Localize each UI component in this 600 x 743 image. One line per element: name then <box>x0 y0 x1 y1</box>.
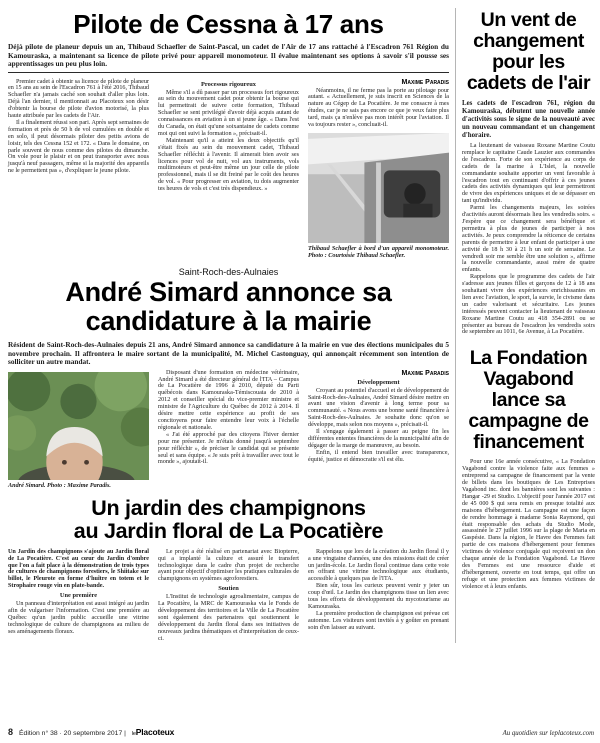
right-rail <box>455 8 595 643</box>
simard-byline: Maxime Paradis <box>401 369 449 377</box>
simard-headline: André Simard annonce sa candidature à la mairie <box>65 277 392 337</box>
simard-col-3 <box>308 370 449 489</box>
footer-left <box>8 727 174 737</box>
cessna-headline: Pilote de Cessna à 17 ans <box>73 9 384 39</box>
vagabond-paragraph: Pour une 16e année consécutive, « La Fondation Vagabond contre la violence faite aux femmes » entreprend sa campagne de financement par la vente de billets dans les boutiques de Les Entreprises Vagabond inc. dont les bannières sont les suivantes : Hangar -29 et Studio. L'objectif pour l'année 2017 est de 45 000 $ qui sera remis en presque totalité aux maisons d'hébergement. La campagne est une façon de rendre hommage à madame Sonia Raymond, qui était responsable des achats du Studio Mode, assassinée le 27 juillet 1996 sur la plage de Maria en Gaspésie. Dans la région, le Havre des Femmes fait partie de ces maisons d'hébergement pour femmes victimes de violence conjugale qui reçoivent un don chaque année de la Fondation Vagabond. Le Havre des Femmes est une ressource d'aide et d'hébergement, ouverte en tout temps, qui offre un refuge et une protection aux femmes victimes de violence et à leurs enfants. <box>462 459 595 590</box>
publication-logo-name: Placoteux <box>135 727 175 737</box>
cessna-paragraph: Même s'il a dû passer par un processus fort rigoureux au sein du mouvement cadet pour obtenir la bourse qui lui permettrait de suivre cette formation, Thibaud Schaefler se sent privilégié d'avoir déjà acquis autant de connaissances en aviation à un si jeune âge. « Dans l'est du Canada, on était qu'une soixantaine de cadets comme moi qui ont suivi la formation », précisait-il. <box>158 89 299 137</box>
jardin-subhead-1: Une première <box>59 592 98 600</box>
cessna-paragraph: Néanmoins, il ne ferme pas la porte au pilotage pour autant. « Actuellement, je suis inscrit en Sciences de la nature au Cégep de La Pocatière. Je me consacre à mes études, car je ne sais pas encore ce que je veux faire plus tard, mais ça n'enlève pas mon intérêt pour l'aviation. Il va toujours rester », concluait-il. <box>308 87 449 129</box>
simard-photo-caption: André Simard. Photo : Maxime Paradis. <box>8 481 111 489</box>
cessna-byline: Maxime Paradis <box>401 78 449 86</box>
simard-paragraph: Croyant au potentiel d'accueil et de développement de Saint-Roch-des-Aulnaies, André Simard désire mettre en avant une vision d'avenir à long terme pour sa communauté. « Nous avons une bonne santé financière à Saint-Roch-des-Aulnaies. Je souhaite donc qu'on se développe, mais selon nos moyens », précisait-il. <box>308 387 449 429</box>
jardin-paragraph: La première production de champignon est prévue cet automne. Les visiteurs sont invités à y goûter en prenant soin d'en laisser au suivant. <box>308 610 449 631</box>
cessna-paragraph: Premier cadet à obtenir sa licence de pilote de planeur en 15 ans au sein de l'Escadron 761 à l'été 2016, Thibaud Schaefler n'a jamais caché son souhait d'aller plus loin. Déjà l'an dernier, il mentionnait au Placoteux son désir d'obtenir la bourse de pilote d'avion motorisé, la plus haute attribuée par les cadets de l'Air. <box>8 78 149 120</box>
jardin-subhead-2: Soutien <box>218 585 239 593</box>
page-number: 8 <box>8 727 14 737</box>
jardin-headline <box>8 497 449 543</box>
jardin-headline-line1: Un jardin des champignons <box>91 495 366 520</box>
article-vagabond <box>462 348 595 590</box>
page-footer <box>8 727 594 737</box>
jardin-col-2 <box>158 549 299 643</box>
cessna-airplane-photo <box>308 133 449 243</box>
simard-portrait-photo <box>8 372 149 480</box>
cessna-subhead: Processus rigoureux <box>201 80 256 88</box>
main-section <box>8 8 455 643</box>
cessna-photo-caption: Thibaud Schaefler à bord d'un appareil monomoteur. Photo : Courtoisie Thibaud Schaefler. <box>308 244 449 260</box>
cadets-paragraph: La lieutenant de vaisseau Roxane Martine Coutu remplace le capitaine Caude Lauzier aux commandes de l'escadron. Forte de son expérience au corps de cadets de la marine à L'Islet, la nouvelle commandante souhaite apporter un vent favorable à l'escadron tout en continuant d'offrir à ces jeunes cadets des activités dynamiques qui leur permettront de vivre des expériences uniques et de se dépasser en tant qu'individu. <box>462 143 595 205</box>
jardin-col-1 <box>8 549 149 643</box>
simard-paragraph: Il s'engage également à passer au peigne fin les différentes ententes financières de la municipalité afin de dégager de la marge de manœuvre, au besoin. <box>308 429 449 449</box>
cessna-paragraph: Maintenant qu'il a atteint les deux objectifs qu'il s'était fixés au sein du mouvement cadet, Thibaud Schaefler réfléchit à l'avenir. Il aimerait bien avoir ses licences pour vol de nuit, vol aux instruments, vols multimoteurs et peut-être même un jour celle de pilote professionnel, mais il se dit freiné par le coût des heures de vol. « Pour progresser en aviation, tu dois augmenter tes heures de vols et c'est très dispendieux. » <box>158 137 299 193</box>
vagabond-headline: La Fondation Vagabond lance sa campagne de financement <box>468 347 589 454</box>
cadets-paragraph: Parmi les changements majeurs, les soirées d'activités auront désormais lieu les vendredis soirs. « J'espère que ce changement sera bénéfique et permettra à plus de jeunes de participer à nos activités. Je peux comprendre la réticence de certains parents de permettre à leur enfant de participer à une activité de 18 h 30 à 21 h un soir de semaine. Le vendredi soir me semble être une solution », affirme la nouvelle commandante, aussi mère de quatre enfants. <box>462 205 595 274</box>
article-cadets <box>462 10 595 336</box>
simard-paragraph: Disposant d'une formation en médecine vétérinaire, André Simard a été directeur général de l'ITA – Campus de La Pocatière de 1996 à 2010, député du Parti québécois dans Kamouraska-Témiscouata de 2010 à 2012 et conseiller spécial du vice-premier ministre et ministre de l'Agriculture du Québec de 2012 à 2014. Il désire mettre cette expérience au profit de ses concitoyens pour faire entendre leur voix à l'échelle régionale et nationale. <box>158 369 299 431</box>
cadets-deck: Les cadets de l'escadron 761, région du Kamouraska, débutent une nouvelle année d'activités sous le signe de la nouveauté avec un nouveau commandant et un changement d'horaire. <box>462 100 595 139</box>
jardin-paragraph: Un panneau d'interprétation est aussi intégré au jardin afin de vulgariser l'information. C'est une première au Québec qu'un jardin public accueille une vitrine technologique de culture de champignons au milieu de ses aménagements floraux. <box>8 601 149 635</box>
jardin-paragraph: Rappelons que lors de la création du Jardin floral il y a une vingtaine d'années, une des missions était de créer un jardin-école. Le Jardin floral continue dans cette voie en offrant une vitrine technologique aux étudiants, accessible à quelques pas de l'ITA. <box>308 548 449 583</box>
deck-divider <box>8 72 449 73</box>
cessna-col-3 <box>308 79 449 260</box>
jardin-col-3 <box>308 549 449 643</box>
simard-col-photo <box>8 370 149 489</box>
jardin-columns <box>8 549 449 643</box>
simard-subhead: Développement <box>357 378 400 386</box>
jardin-paragraph: Le projet a été réalisé en partenariat avec Biopterre, qui a implanté la culture et assuré le transfert technologique dans le cadre d'un projet de recherche ayant pour objectif d'optimiser les pratiques culturales de champignons en systèmes agroforestiers. <box>158 548 299 583</box>
simard-deck: Résident de Saint-Roch-des-Aulnaies depuis 21 ans, André Simard annonce sa candidature à la mairie en vue des élections municipales du 5 novembre prochain. Il affrontera le maire sortant de la municipalité, M. Michel Castonguay, qui annonçait récemment son intention de solliciter un autre mandat. <box>8 340 449 367</box>
simard-col-2 <box>158 370 299 489</box>
cessna-col-1 <box>8 79 149 260</box>
footer-tagline: Au quotidien sur leplacoteux.com <box>502 730 594 737</box>
edition-info: Édition n° 38 · 20 septembre 2017 | <box>19 730 126 737</box>
jardin-paragraph: L'Institut de technologie agroalimentaire, campus de La Pocatière, la MRC de Kamouraska via le Fonds de développement des territoires et la Ville de La Pocatière sont également des partenaires qui soutiennent le développement du Jardin floral dans ses initiatives de nouveaux jardins thématiques et d'interprétation de ceux-ci. <box>158 594 299 642</box>
cadets-headline: Un vent de changement pour les cadets de l'air <box>466 9 591 94</box>
article-cessna <box>8 10 449 259</box>
simard-paragraph: Enfin, il entend bien travailler avec transparence, équité, justice et démocratie s'il est élu. <box>308 449 449 463</box>
publication-logo-prefix: le <box>131 731 136 737</box>
simard-columns <box>8 370 449 489</box>
cessna-deck: Déjà pilote de planeur depuis un an, Thibaud Schaefler de Saint-Pascal, un cadet de l'Air de 17 ans rattaché à l'Escadron 761 Région du Kamouraska, a maintenant sa licence de pilote privé pour appareil monomoteur. Il évalue maintenant ses options à savoir s'il pousse ses apprentissages un peu plus loin. <box>8 42 449 68</box>
pilot-silhouette <box>404 183 425 205</box>
simard-paragraph: « J'ai été approché par des citoyens l'hiver dernier pour me présenter. Je m'étais donné jusqu'à septembre pour réfléchir », de préciser le candidat qui se présente seul et sans équipe. « Je suis prêt à travailler avec tout le monde », ajoutait-il. <box>158 431 299 466</box>
cadets-paragraph: Rappelons que le programme des cadets de l'air s'adresse aux jeunes filles et garçons de 12 à 18 ans souhaitant vivre des expériences enrichissantes en lien avec l'aviation, le sport, la survie, le civisme dans un cadre valorisant et sécuritaire. Les jeunes intéressés peuvent contacter la lieutenant de vaisseau Roxane Martine Coutu au 418 354-2891 ou se présenter au bureau de l'escadron les vendredis soirs de septembre au 1011, 6e Avenue, à La Pocatière. <box>462 274 595 336</box>
simard-kicker: Saint-Roch-des-Aulnaies <box>178 267 279 278</box>
cessna-paragraph: Il a finalement réussi son pari. Après sept semaines de formation et près de 50 h de vol cumulées en double et en solo, il peut désormais piloter des petits avions de loisir, tels des Cessna 152 et 172. « Dans le domaine, on parle souvent de nous comme des pilotes du dimanche. On vole pour le plaisir et on peut transporter avec nous jusqu'à neuf passagers, même si la majorité des appareils ne le permettent pas », d'expliquer le jeune pilote. <box>8 119 150 175</box>
jardin-lead: Un Jardin des champignons s'ajoute au Jardin floral de La Pocatière. C'est au cœur du Jardin d'ombre que l'on a fait place à la démonstration de trois types de cultures de champignons forestiers, le Shiitake sur billot, le Pleurote en forme d'huître en totem et le Strophaire rouge vin en plate-bande. <box>8 548 149 590</box>
jardin-headline-line2: au Jardin floral de La Pocatière <box>73 518 384 543</box>
publication-logo <box>132 727 174 737</box>
article-simard <box>8 267 449 489</box>
cessna-col-2 <box>158 79 299 260</box>
cessna-columns <box>8 79 449 260</box>
article-jardin <box>8 497 449 643</box>
jardin-paragraph: Bien sûr, tous les curieux peuvent venir y jeter un coup d'œil. Le Jardin des champignons tisse un lien avec tous les efforts de développement du mycotourisme au Kamouraska. <box>308 583 449 610</box>
